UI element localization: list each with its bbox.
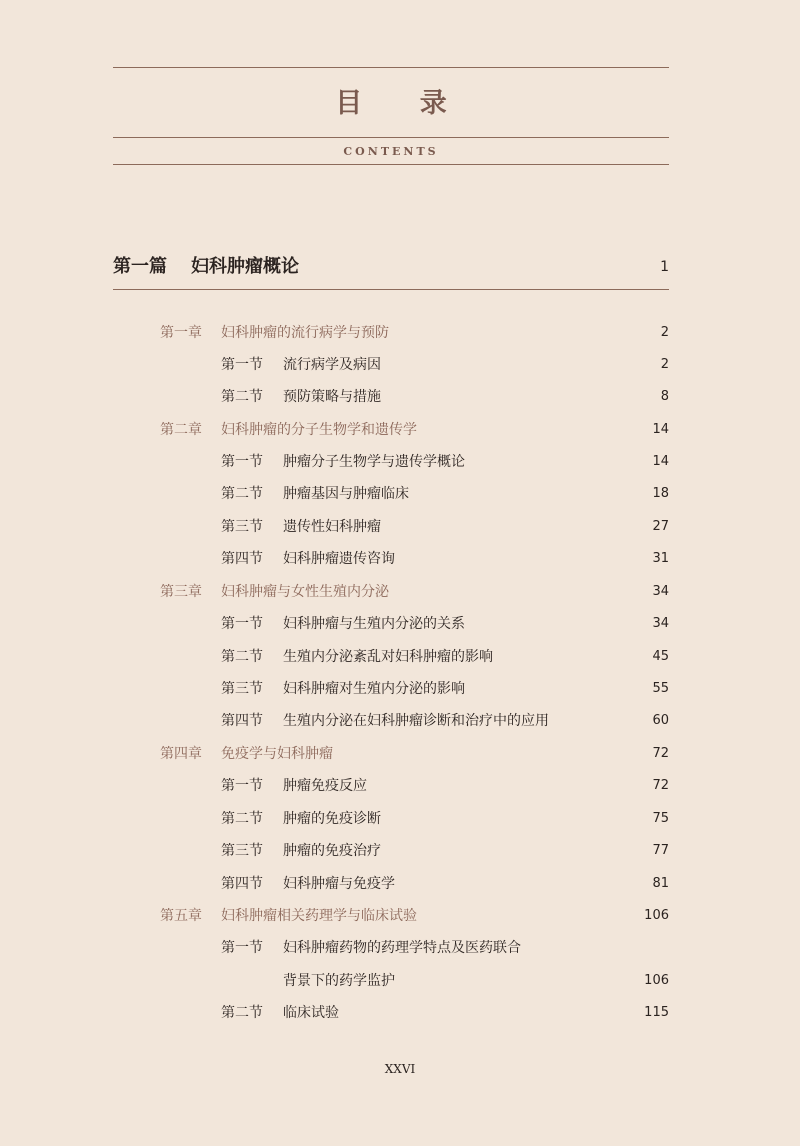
entry-label: 第一节	[221, 454, 263, 470]
section-entry[interactable]	[113, 450, 669, 474]
entry-title: 肿瘤基因与肿瘤临床	[283, 486, 409, 502]
entry-title: 生殖内分泌在妇科肿瘤诊断和治疗中的应用	[283, 713, 549, 729]
section-entry[interactable]	[113, 807, 669, 831]
entry-label: 第四节	[221, 713, 263, 729]
entry-page: 77	[652, 843, 669, 858]
entry-label: 第一节	[221, 940, 263, 956]
entry-title: 妇科肿瘤对生殖内分泌的影响	[283, 681, 465, 697]
entry-page: 8	[660, 389, 669, 404]
entry-page: 55	[652, 681, 669, 696]
entry-label: 第二节	[221, 649, 263, 665]
entry-page: 60	[652, 713, 669, 728]
entry-label: 第三节	[221, 681, 263, 697]
entry-title: 生殖内分泌紊乱对妇科肿瘤的影响	[283, 649, 493, 665]
entry-page: 18	[652, 486, 669, 501]
entry-title: 免疫学与妇科肿瘤	[221, 746, 333, 762]
chapter-entry[interactable]	[113, 321, 669, 345]
entry-label: 第三节	[221, 519, 263, 535]
entry-label: 第四章	[160, 746, 202, 762]
section-entry[interactable]	[113, 872, 669, 896]
entry-page: 14	[652, 454, 669, 469]
entry-title: 肿瘤的免疫治疗	[283, 843, 381, 859]
entry-page: 75	[652, 811, 669, 826]
entry-page: 34	[652, 616, 669, 631]
entry-title: 妇科肿瘤遗传咨询	[283, 551, 395, 567]
section-entry[interactable]	[113, 1001, 669, 1025]
entry-label: 第一节	[221, 616, 263, 632]
header-rule-bottom	[113, 164, 669, 165]
entry-title: 妇科肿瘤相关药理学与临床试验	[221, 908, 417, 924]
entry-label: 第二节	[221, 1005, 263, 1021]
section-entry[interactable]	[113, 677, 669, 701]
header-rule-top	[113, 67, 669, 68]
entry-title: 妇科肿瘤的分子生物学和遗传学	[221, 422, 417, 438]
section-entry[interactable]	[113, 936, 669, 960]
chapter-entry[interactable]	[113, 904, 669, 928]
entry-title: 妇科肿瘤与生殖内分泌的关系	[283, 616, 465, 632]
entry-label: 第五章	[160, 908, 202, 924]
page-folio: XXVI	[384, 1062, 416, 1076]
part-page: 1	[660, 259, 669, 275]
entry-label: 第一节	[221, 357, 263, 373]
entry-title: 妇科肿瘤与免疫学	[283, 876, 395, 892]
entry-label: 第二节	[221, 389, 263, 405]
section-entry-continuation[interactable]	[113, 969, 669, 993]
entry-title: 流行病学及病因	[283, 357, 381, 373]
entry-label: 第二节	[221, 486, 263, 502]
section-entry[interactable]	[113, 612, 669, 636]
section-entry[interactable]	[113, 709, 669, 733]
entry-label: 第二节	[221, 811, 263, 827]
entry-page: 27	[652, 519, 669, 534]
toc-title: 目 录	[335, 88, 471, 119]
entry-label: 第三节	[221, 843, 263, 859]
chapter-entry[interactable]	[113, 580, 669, 604]
entry-label: 第一节	[221, 778, 263, 794]
entry-label: 第二章	[160, 422, 202, 438]
entry-page: 106	[644, 973, 669, 988]
entry-page: 106	[644, 908, 669, 923]
entry-title: 肿瘤的免疫诊断	[283, 811, 381, 827]
entry-title: 预防策略与措施	[283, 389, 381, 405]
entry-title: 妇科肿瘤的流行病学与预防	[221, 325, 389, 341]
entry-title: 临床试验	[283, 1005, 339, 1021]
chapter-entry[interactable]	[113, 418, 669, 442]
entry-page: 34	[652, 584, 669, 599]
section-entry[interactable]	[113, 774, 669, 798]
entry-label: 第三章	[160, 584, 202, 600]
entry-page: 115	[644, 1005, 669, 1020]
entry-title: 遗传性妇科肿瘤	[283, 519, 381, 535]
part-label: 第一篇	[113, 256, 167, 277]
chapter-entry[interactable]	[113, 742, 669, 766]
entry-title: 肿瘤免疫反应	[283, 778, 367, 794]
header-rule-middle	[113, 137, 669, 138]
entry-title: 妇科肿瘤药物的药理学特点及医药联合	[283, 940, 521, 956]
section-entry[interactable]	[113, 645, 669, 669]
section-entry[interactable]	[113, 547, 669, 571]
entry-page: 2	[660, 325, 669, 340]
entry-page: 2	[660, 357, 669, 372]
section-entry[interactable]	[113, 482, 669, 506]
toc-subtitle: CONTENTS	[343, 145, 439, 158]
entry-page: 81	[652, 876, 669, 891]
entry-title: 背景下的药学监护	[283, 973, 395, 989]
part-title: 妇科肿瘤概论	[191, 256, 299, 277]
section-entry[interactable]	[113, 353, 669, 377]
section-entry[interactable]	[113, 385, 669, 409]
part-rule	[113, 289, 669, 290]
entry-page: 14	[652, 422, 669, 437]
entry-label: 第一章	[160, 325, 202, 341]
entry-title: 妇科肿瘤与女性生殖内分泌	[221, 584, 389, 600]
entry-label: 第四节	[221, 551, 263, 567]
entry-page: 45	[652, 649, 669, 664]
entry-page: 72	[652, 778, 669, 793]
entry-label: 第四节	[221, 876, 263, 892]
entry-title: 肿瘤分子生物学与遗传学概论	[283, 454, 465, 470]
section-entry[interactable]	[113, 839, 669, 863]
entry-page: 31	[652, 551, 669, 566]
part-entry[interactable]	[113, 252, 669, 282]
section-entry[interactable]	[113, 515, 669, 539]
entry-page: 72	[652, 746, 669, 761]
